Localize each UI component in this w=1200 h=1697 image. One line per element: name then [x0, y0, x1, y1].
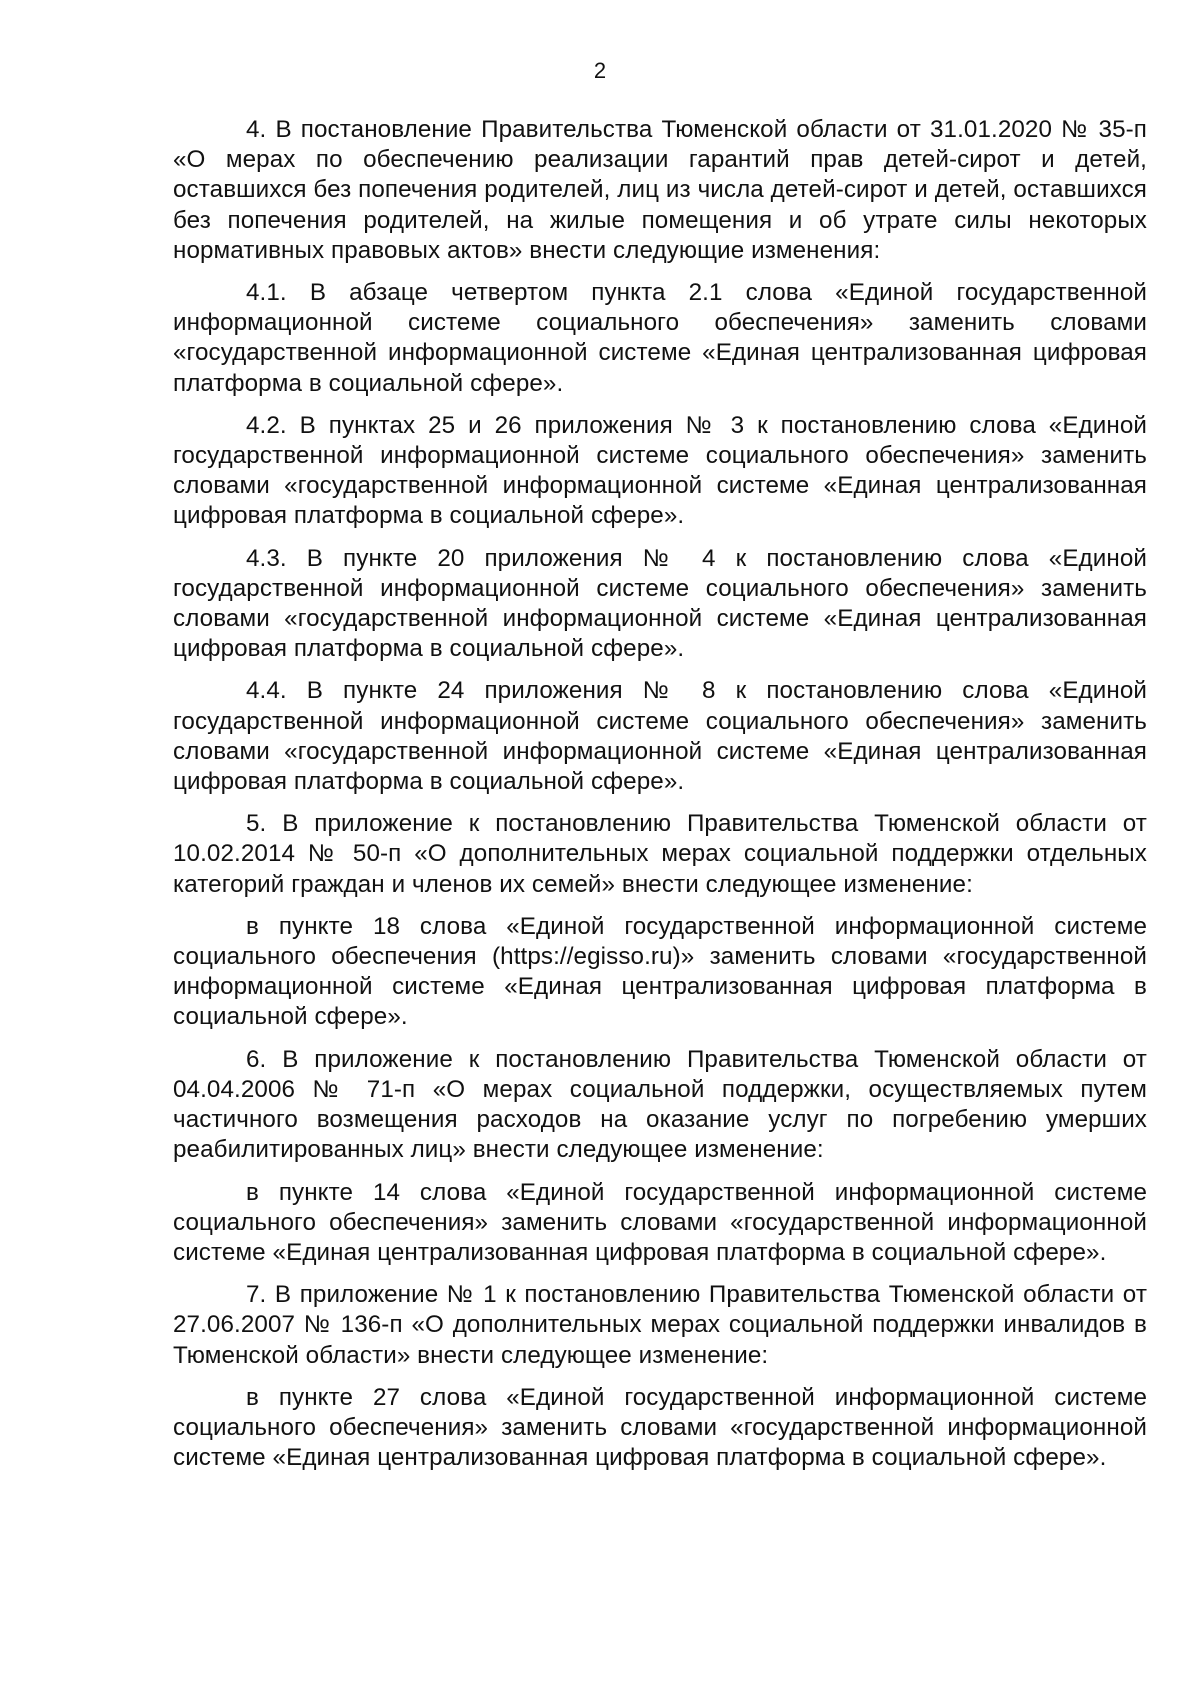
paragraph-7-change: в пункте 27 слова «Единой государственной информационной системе социального обеспечения» заменить словами «государственной информационной системе «Единая централизованная цифровая платформа в социальной сфере».: [173, 1383, 1147, 1472]
paragraph-7: 7. В приложение № 1 к постановлению Правительства Тюменской области от 27.06.2007 № 136-п «О дополнительных мерах социальной поддержки инвалидов в Тюменской области» внести следующее изменение:: [173, 1281, 1147, 1369]
paragraph-4-4: 4.4. В пункте 24 приложения № 8 к постановлению слова «Единой государственной информационной системе социального обеспечения» заменить словами «государственной информационной системе «Единая централизованная цифровая платформа в социальной сфере».: [173, 677, 1147, 796]
paragraph-4-2: 4.2. В пунктах 25 и 26 приложения № 3 к постановлению слова «Единой государственной информационной системе социального обеспечения» заменить словами «государственной информационной системе «Единая централизованная цифровая платформа в социальной сфере».: [173, 411, 1147, 530]
paragraph-4-3: 4.3. В пункте 20 приложения № 4 к постановлению слова «Единой государственной информационной системе социального обеспечения» заменить словами «государственной информационной системе «Единая централизованная цифровая платформа в социальной сфере».: [173, 544, 1147, 663]
paragraph-6: 6. В приложение к постановлению Правительства Тюменской области от 04.04.2006 № 71-п «О мерах социальной поддержки, осуществляемых путем частичного возмещения расходов на оказание услуг по погребению умерших реабилитированных лиц» внести следующее изменение:: [173, 1045, 1147, 1164]
paragraph-5-change: в пункте 18 слова «Единой государственной информационной системе социального обеспечения (https://egisso.ru)» заменить словами «государственной информационной системе «Единая централизованная цифровая платформа в социальной сфере».: [173, 912, 1147, 1031]
paragraph-5: 5. В приложение к постановлению Правительства Тюменской области от 10.02.2014 № 50-п «О дополнительных мерах социальной поддержки отдельных категорий граждан и членов их семей» внести следующее изменение:: [173, 810, 1147, 898]
paragraph-4: 4. В постановление Правительства Тюменской области от 31.01.2020 № 35-п «О мерах по обеспечению реализации гарантий прав детей-сирот и детей, оставшихся без попечения родителей, лиц из числа детей-сирот и детей, оставшихся без попечения родителей, на жилые помещения и об утрате силы некоторых нормативных правовых актов» внести следующие изменения:: [173, 116, 1147, 264]
document-body: [173, 115, 1147, 1485]
page-number: 2: [593, 58, 607, 83]
paragraph-6-change: в пункте 14 слова «Единой государственной информационной системе социального обеспечения» заменить словами «государственной информационной системе «Единая централизованная цифровая платформа в социальной сфере».: [173, 1178, 1147, 1266]
paragraph-4-1: 4.1. В абзаце четвертом пункта 2.1 слова «Единой государственной информационной системе социального обеспечения» заменить словами «государственной информационной системе «Единая централизованная цифровая платформа в социальной сфере».: [173, 279, 1147, 397]
